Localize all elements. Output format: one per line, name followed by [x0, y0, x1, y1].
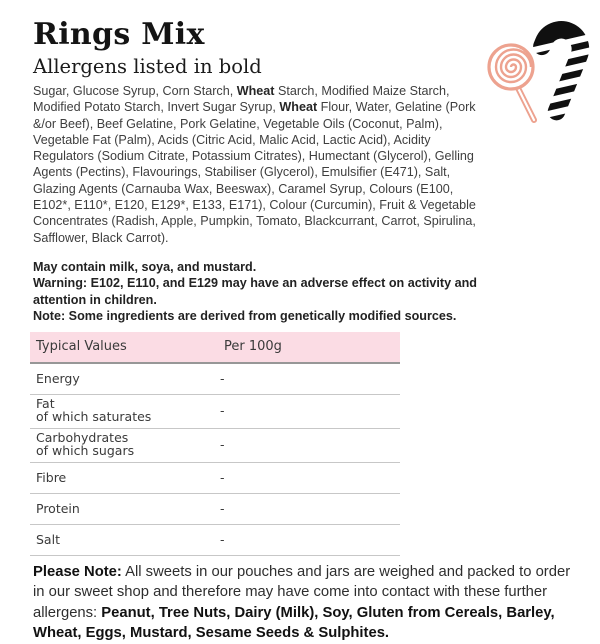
nutrient-value: -: [218, 493, 400, 524]
nutrient-label: Salt: [36, 531, 60, 547]
nutrient-sublabel: of which saturates: [36, 409, 152, 425]
table-row: [30, 394, 400, 428]
page-title: Rings Mix: [33, 17, 205, 52]
table-row: [30, 363, 400, 395]
table-header-row: [30, 332, 400, 363]
nutrient-value: -: [218, 428, 400, 462]
nutrient-label: Fat: [36, 395, 55, 411]
nutrient-value: -: [218, 363, 400, 395]
nutrient-label: Energy: [36, 370, 80, 386]
nutrient-sublabel: of which sugars: [36, 443, 135, 459]
candy-illustration: [470, 10, 598, 140]
table-row: [30, 524, 400, 555]
typical-values-header: Typical Values: [30, 332, 218, 363]
table-row: [30, 428, 400, 462]
table-row: [30, 493, 400, 524]
colour-warning: Warning: E102, E110, and E129 may have an adverse effect on activity and attention in children.: [33, 276, 478, 307]
nutrient-label: Fibre: [36, 469, 67, 485]
nutrition-table: [30, 332, 400, 556]
allergen-subtitle: Allergens listed in bold: [33, 55, 262, 78]
warnings-block: [33, 259, 495, 325]
footer-note: Please Note: All sweets in our pouches and jars are weighed and packed to order in our sweet shop and therefore may have come into contact with these further allergens: Peanut, Tree Nuts, Dairy (Milk), Soy, Gluten from Cereals, Barley, Wheat, Eggs, Mustard, Sesame Seeds & Sulphites.: [33, 563, 571, 642]
gm-note: Note: Some ingredients are derived from genetically modified sources.: [33, 309, 457, 324]
nutrient-value: -: [218, 462, 400, 493]
nutrient-label: Protein: [36, 500, 80, 516]
may-contain-warning: May contain milk, soya, and mustard.: [33, 259, 257, 274]
ingredients-paragraph: Sugar, Glucose Syrup, Corn Starch, Wheat Starch, Modified Maize Starch, Modified Potato Starch, Invert Sugar Syrup, Wheat Flour, Water, Gelatine (Pork &/or Beef), Beef Gelatine, Pork Gelatine, Vegetable Oils (Coconut, Palm), Vegetable Fat (Palm), Acids (Citric Acid, Malic Acid, Lactic Acid), Acidity Regulators (Sodium Citrate, Potassium Citrates), Humectant (Glycerol), Gelling Agents (Pectins), Flavourings, Stabiliser (Glycerol), Emulsifier (E471), Salt, Glazing Agents (Carnauba Wax, Beeswax), Caramel Syrup, Colours (E100, E102*, E110*, E120, E129*, E133, E171), Colour (Curcumin), Fruit & Vegetable Concentrates (Radish, Apple, Pumpkin, Tomato, Blackcurrant, Carrot, Spirulina, Safflower, Black Carrot).: [33, 84, 476, 245]
nutrient-value: -: [218, 394, 400, 428]
table-row: [30, 462, 400, 493]
nutrient-label: Carbohydrates: [36, 429, 129, 445]
nutrient-value: -: [218, 524, 400, 555]
per-100g-header: Per 100g: [218, 332, 400, 363]
